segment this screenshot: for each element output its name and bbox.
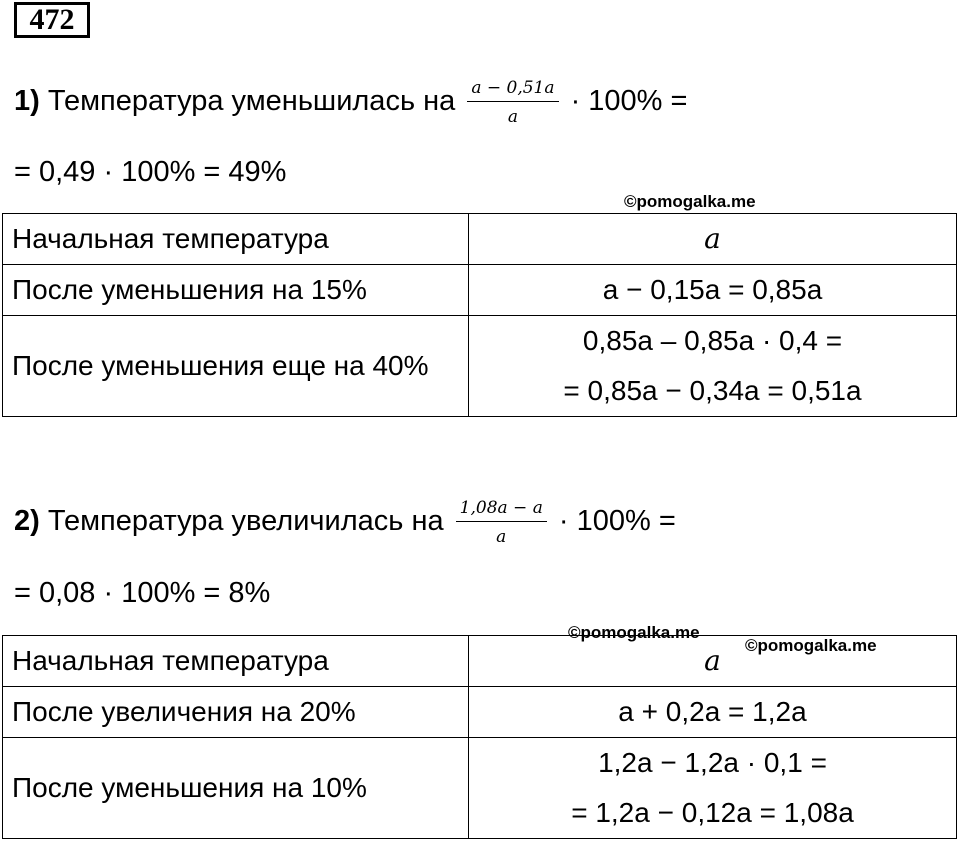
- part2-text: Температура увеличилась на: [47, 505, 444, 538]
- table-row: [3, 738, 957, 839]
- part1-table: [2, 213, 957, 417]
- part2-table: [2, 635, 957, 839]
- part2-statement: [14, 498, 676, 547]
- part1-fraction: [467, 78, 558, 127]
- row-value: a + 0,2a = 1,2a: [469, 687, 957, 738]
- row-value: a − 0,15a = 0,85a: [469, 265, 957, 316]
- part1-result: = 0,49 · 100% = 49%: [14, 156, 287, 188]
- part1-label: 1): [14, 85, 40, 118]
- row-label: После уменьшения на 10%: [3, 738, 469, 839]
- part2-frac-denominator: a: [496, 527, 507, 547]
- row-value: a: [469, 214, 957, 265]
- part1-frac-numerator: a − 0,51a: [467, 78, 558, 102]
- table-row: [3, 687, 957, 738]
- row-value: a: [469, 636, 957, 687]
- part1-text: Температура уменьшилась на: [47, 85, 456, 118]
- part2-result: = 0,08 · 100% = 8%: [14, 577, 271, 609]
- row-label: Начальная температура: [3, 636, 469, 687]
- row-value-line: = 1,2a − 0,12a = 1,08a: [571, 797, 854, 828]
- row-label: После уменьшения на 15%: [3, 265, 469, 316]
- row-value: [469, 316, 957, 417]
- part1-tail: · 100% =: [570, 85, 688, 118]
- row-label: После уменьшения еще на 40%: [3, 316, 469, 417]
- part1-statement: [14, 78, 687, 127]
- watermark: ©pomogalka.me: [624, 192, 756, 211]
- table-row: [3, 214, 957, 265]
- row-label: После увеличения на 20%: [3, 687, 469, 738]
- watermark: ©pomogalka.me: [568, 623, 700, 642]
- row-value-line: 1,2a − 1,2a · 0,1 =: [598, 747, 827, 778]
- watermark: ©pomogalka.me: [745, 636, 877, 655]
- part2-fraction: [456, 498, 547, 547]
- row-value-line: 0,85a – 0,85a · 0,4 =: [582, 325, 843, 356]
- table-row: [3, 316, 957, 417]
- row-label: Начальная температура: [3, 214, 469, 265]
- row-value-line: = 0,85a − 0,34a = 0,51a: [563, 375, 862, 406]
- table-row: [3, 265, 957, 316]
- part1-frac-denominator: a: [507, 107, 518, 127]
- part2-label: 2): [14, 505, 40, 538]
- part2-tail: · 100% =: [558, 505, 676, 538]
- part2-frac-numerator: 1,08a − a: [456, 498, 547, 522]
- row-value: [469, 738, 957, 839]
- problem-number: 472: [14, 2, 90, 38]
